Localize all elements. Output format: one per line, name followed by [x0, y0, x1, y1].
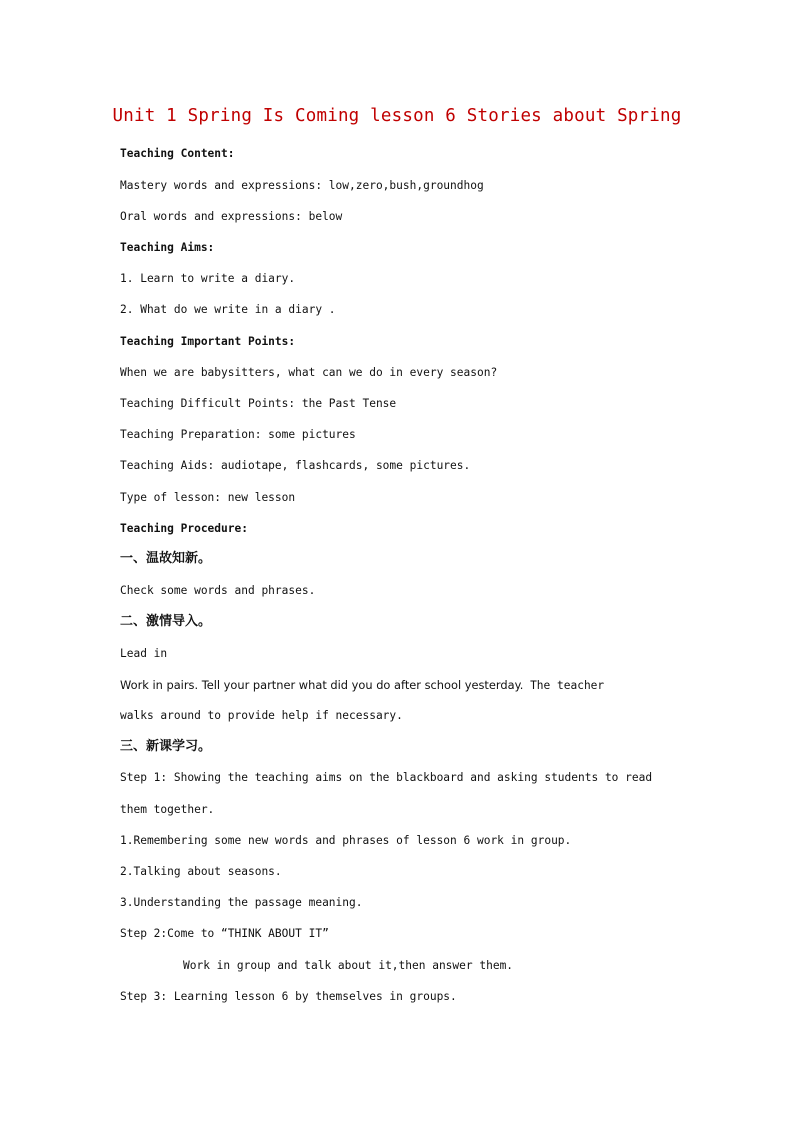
heading-procedure: Teaching Procedure: [120, 522, 248, 535]
important-points-line: When we are babysitters, what can we do in every season? [120, 366, 498, 379]
step-1-line-2: them together. [120, 803, 215, 816]
step-1-item-1: 1.Remembering some new words and phrases of lesson 6 work in group. [120, 834, 572, 847]
lesson-type-line: Type of lesson: new lesson [120, 491, 296, 504]
pair-work-line-2: walks around to provide help if necessary. [120, 709, 403, 722]
step-2-detail: Work in group and talk about it,then answer them. [183, 959, 514, 972]
step-3-line: Step 3: Learning lesson 6 by themselves in groups. [120, 990, 457, 1003]
page-title: Unit 1 Spring Is Coming lesson 6 Stories about Spring [112, 106, 682, 126]
pair-work-line [120, 677, 604, 694]
mastery-words-line: Mastery words and expressions: low,zero,bush,groundhog [120, 179, 484, 192]
aids-line: Teaching Aids: audiotape, flashcards, some pictures. [120, 459, 471, 472]
preparation-line: Teaching Preparation: some pictures [120, 428, 356, 441]
step-1-item-3: 3.Understanding the passage meaning. [120, 896, 363, 909]
step-1-item-2: 2.Talking about seasons. [120, 865, 282, 878]
heading-teaching-aims: Teaching Aims: [120, 241, 215, 254]
heading-important-points: Teaching Important Points: [120, 335, 296, 348]
difficult-points-line: Teaching Difficult Points: the Past Tense [120, 397, 397, 410]
lead-in-line: Lead in [120, 647, 168, 660]
review-line: Check some words and phrases. [120, 584, 316, 597]
step-2-line: Step 2:Come to “THINK ABOUT IT” [120, 927, 329, 940]
step-1-line: Step 1: Showing the teaching aims on the blackboard and asking students to read [120, 771, 653, 784]
aim-item-1: 1. Learn to write a diary. [120, 272, 296, 285]
section-heading-lead-in: 二、激情导入。 [120, 614, 212, 629]
pair-work-text-end: The teacher [523, 679, 605, 692]
aim-item-2: 2. What do we write in a diary . [120, 303, 336, 316]
pair-work-text: Work in pairs. Tell your partner what did you do after school yesterday. [120, 678, 524, 692]
section-heading-new-lesson: 三、新课学习。 [120, 739, 212, 754]
heading-teaching-content: Teaching Content: [120, 147, 235, 160]
section-heading-review: 一、温故知新。 [120, 551, 212, 566]
oral-words-line: Oral words and expressions: below [120, 210, 343, 223]
